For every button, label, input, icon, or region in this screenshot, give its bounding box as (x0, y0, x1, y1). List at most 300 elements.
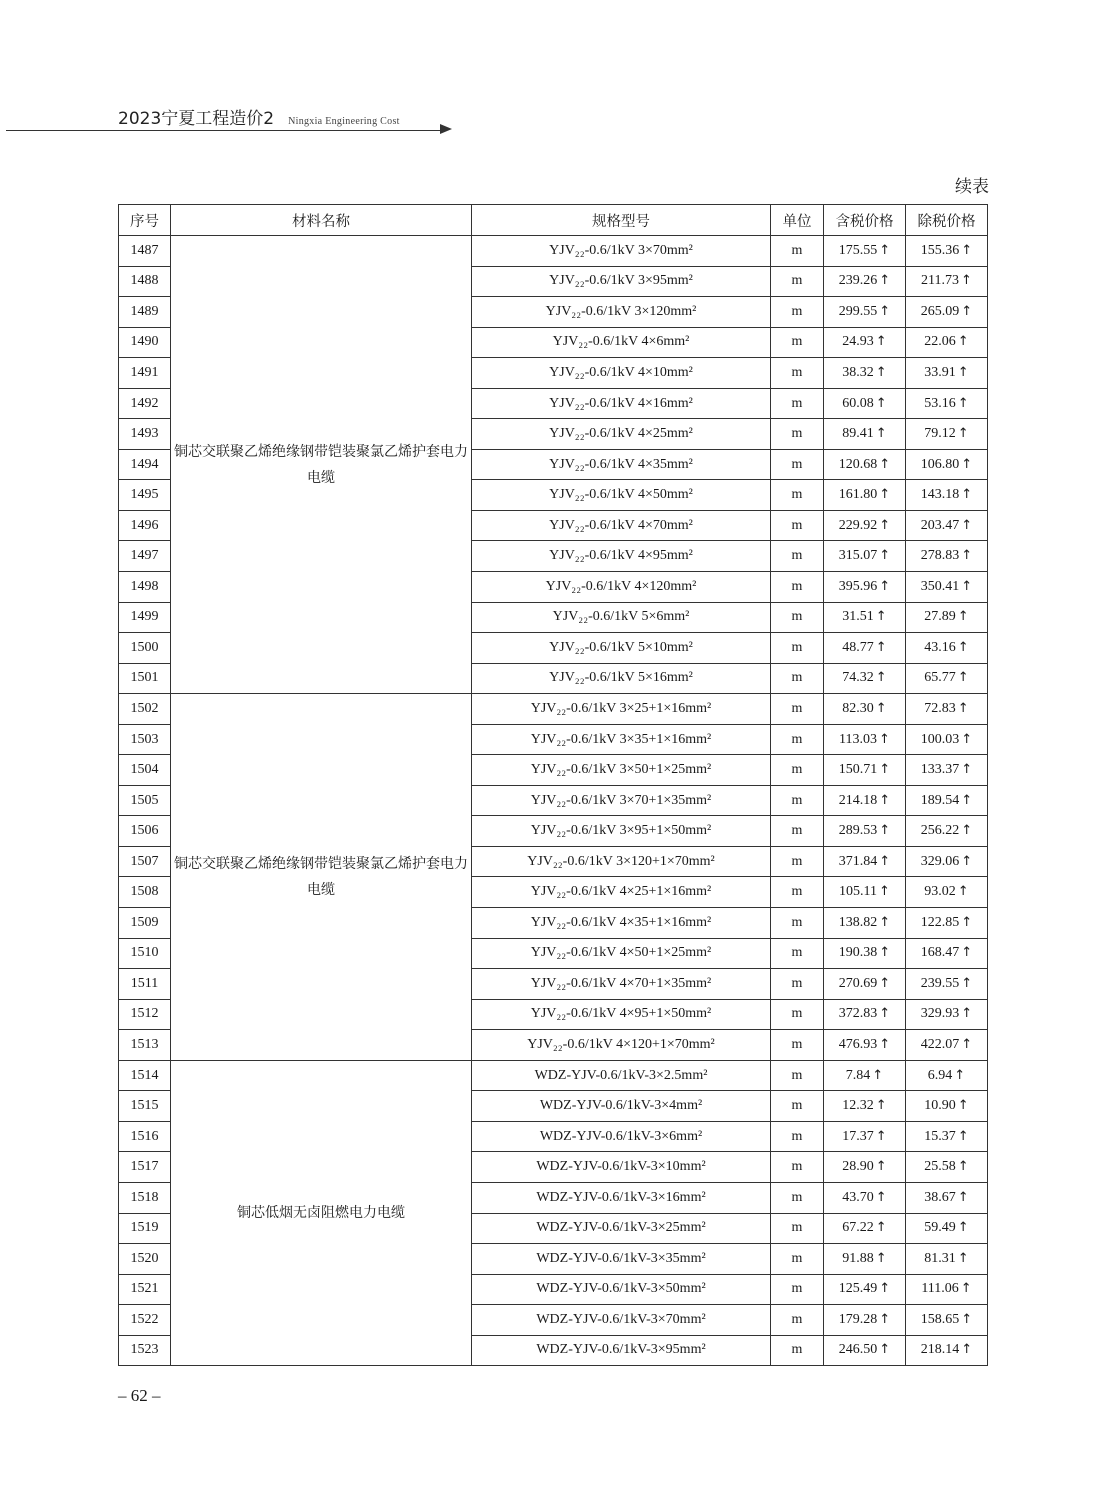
cell-price-notax (906, 663, 988, 694)
cell-unit: m (771, 969, 824, 1000)
cell-unit: m (771, 755, 824, 786)
cell-price-notax (906, 266, 988, 297)
price-value: 168.47 (920, 945, 960, 961)
cell-no: 1491 (119, 358, 171, 389)
col-header-price-notax: 除税价格 (906, 205, 988, 236)
price-up-arrow-icon: ↑ (961, 578, 973, 594)
cell-price-notax (906, 297, 988, 328)
cell-unit: m (771, 816, 824, 847)
price-up-arrow-icon: ↑ (875, 1128, 887, 1144)
price-up-arrow-icon: ↑ (879, 242, 891, 258)
cell-price-notax (906, 1274, 988, 1305)
cell-spec: WDZ-YJV-0.6/1kV-3×95mm² (472, 1335, 771, 1366)
price-up-arrow-icon: ↑ (961, 273, 972, 289)
price-up-arrow-icon: ↑ (957, 1189, 969, 1205)
price-up-arrow-icon: ↑ (954, 1067, 966, 1083)
price-value: 246.50 (838, 1342, 878, 1358)
cell-unit: m (771, 633, 824, 664)
cell-unit: m (771, 846, 824, 877)
price-value: 289.53 (838, 823, 878, 839)
cell-price-tax (824, 541, 906, 572)
cell-price-notax (906, 724, 988, 755)
price-up-arrow-icon: ↑ (879, 1342, 891, 1358)
cell-price-notax (906, 419, 988, 450)
price-value: 12.32 (842, 1098, 874, 1114)
cell-unit: m (771, 480, 824, 511)
cell-spec: YJV₂₂-0.6/1kV 3×120+1×70mm² (472, 846, 771, 877)
cell-unit: m (771, 1244, 824, 1275)
price-value: 100.03 (920, 731, 960, 747)
cell-price-notax (906, 1244, 988, 1275)
price-value: 315.07 (838, 548, 878, 564)
cell-price-notax (906, 602, 988, 633)
price-up-arrow-icon: ↑ (957, 395, 969, 411)
cell-spec: YJV₂₂-0.6/1kV 4×25+1×16mm² (472, 877, 771, 908)
price-value: 7.84 (845, 1067, 871, 1083)
cell-price-tax (824, 1213, 906, 1244)
cell-no: 1513 (119, 1030, 171, 1061)
price-up-arrow-icon: ↑ (879, 578, 891, 594)
cell-no: 1502 (119, 694, 171, 725)
cell-price-notax (906, 755, 988, 786)
cell-price-tax (824, 1182, 906, 1213)
price-value: 82.30 (842, 700, 874, 716)
price-value: 218.14 (920, 1342, 960, 1358)
cell-spec: YJV₂₂-0.6/1kV 4×120mm² (472, 572, 771, 603)
cell-price-notax (906, 1182, 988, 1213)
price-value: 372.83 (838, 1006, 878, 1022)
cell-unit: m (771, 602, 824, 633)
cell-no: 1516 (119, 1121, 171, 1152)
price-value: 278.83 (920, 548, 960, 564)
cell-price-tax (824, 572, 906, 603)
price-value: 179.28 (838, 1311, 878, 1327)
cell-price-notax (906, 694, 988, 725)
cell-no: 1499 (119, 602, 171, 633)
price-value: 106.80 (920, 456, 960, 472)
cell-price-notax (906, 846, 988, 877)
price-up-arrow-icon: ↑ (957, 334, 969, 350)
cell-price-tax (824, 938, 906, 969)
cell-price-tax (824, 1305, 906, 1336)
col-header-price-tax: 含税价格 (824, 205, 906, 236)
cell-unit: m (771, 1213, 824, 1244)
price-up-arrow-icon: ↑ (875, 1250, 887, 1266)
cell-price-tax (824, 1121, 906, 1152)
cell-price-notax (906, 1335, 988, 1366)
price-up-arrow-icon: ↑ (957, 884, 969, 900)
cell-unit: m (771, 449, 824, 480)
cell-no: 1507 (119, 846, 171, 877)
cell-price-notax (906, 572, 988, 603)
price-value: 239.26 (838, 273, 878, 289)
cell-material-name: 铜芯交联聚乙烯绝缘钢带铠装聚氯乙烯护套电力电缆 (171, 236, 472, 694)
price-up-arrow-icon: ↑ (961, 1311, 973, 1327)
cell-unit: m (771, 1305, 824, 1336)
price-value: 25.58 (924, 1159, 956, 1175)
cell-spec: YJV₂₂-0.6/1kV 5×10mm² (472, 633, 771, 664)
price-up-arrow-icon: ↑ (879, 273, 891, 289)
price-value: 422.07 (920, 1036, 960, 1052)
price-up-arrow-icon: ↑ (957, 1128, 969, 1144)
cell-unit: m (771, 999, 824, 1030)
cell-unit: m (771, 541, 824, 572)
price-up-arrow-icon: ↑ (960, 1281, 972, 1297)
price-value: 143.18 (920, 487, 960, 503)
price-up-arrow-icon: ↑ (957, 670, 969, 686)
price-value: 105.11 (839, 884, 878, 900)
cell-unit: m (771, 785, 824, 816)
price-value: 150.71 (838, 762, 878, 778)
price-up-arrow-icon: ↑ (961, 914, 973, 930)
cell-price-tax (824, 236, 906, 267)
cell-price-notax (906, 388, 988, 419)
price-value: 72.83 (924, 700, 956, 716)
cell-price-notax (906, 938, 988, 969)
cell-spec: WDZ-YJV-0.6/1kV-3×6mm² (472, 1121, 771, 1152)
price-up-arrow-icon: ↑ (879, 914, 891, 930)
cell-price-tax (824, 602, 906, 633)
page-header (118, 104, 400, 129)
cell-price-tax (824, 266, 906, 297)
price-value: 211.73 (921, 273, 960, 289)
cell-no: 1508 (119, 877, 171, 908)
price-up-arrow-icon: ↑ (879, 853, 891, 869)
cell-price-tax (824, 1060, 906, 1091)
cell-price-notax (906, 969, 988, 1000)
price-value: 79.12 (924, 426, 956, 442)
cell-unit: m (771, 572, 824, 603)
price-value: 138.82 (838, 914, 878, 930)
cell-price-notax (906, 999, 988, 1030)
cell-no: 1519 (119, 1213, 171, 1244)
price-up-arrow-icon: ↑ (879, 884, 890, 900)
price-up-arrow-icon: ↑ (875, 1220, 887, 1236)
price-up-arrow-icon: ↑ (875, 1098, 887, 1114)
cell-unit: m (771, 1060, 824, 1091)
table-row (119, 1060, 988, 1091)
price-up-arrow-icon: ↑ (961, 762, 973, 778)
cell-no: 1523 (119, 1335, 171, 1366)
price-value: 214.18 (838, 792, 878, 808)
cell-spec: YJV₂₂-0.6/1kV 4×95mm² (472, 541, 771, 572)
cell-spec: YJV₂₂-0.6/1kV 3×35+1×16mm² (472, 724, 771, 755)
price-up-arrow-icon: ↑ (875, 395, 887, 411)
price-up-arrow-icon: ↑ (961, 487, 973, 503)
cell-spec: WDZ-YJV-0.6/1kV-3×25mm² (472, 1213, 771, 1244)
cell-price-tax (824, 1030, 906, 1061)
price-value: 329.93 (920, 1006, 960, 1022)
price-up-arrow-icon: ↑ (961, 1036, 973, 1052)
cell-spec: YJV₂₂-0.6/1kV 4×10mm² (472, 358, 771, 389)
cell-unit: m (771, 1274, 824, 1305)
price-up-arrow-icon: ↑ (961, 303, 973, 319)
price-value: 476.93 (838, 1036, 878, 1052)
price-value: 38.67 (924, 1189, 956, 1205)
cell-unit: m (771, 663, 824, 694)
price-value: 161.80 (838, 487, 878, 503)
cell-spec: YJV₂₂-0.6/1kV 4×50+1×25mm² (472, 938, 771, 969)
cell-price-tax (824, 358, 906, 389)
cell-unit: m (771, 908, 824, 939)
cell-spec: YJV₂₂-0.6/1kV 4×35+1×16mm² (472, 908, 771, 939)
cell-no: 1496 (119, 510, 171, 541)
price-value: 33.91 (924, 364, 956, 380)
price-up-arrow-icon: ↑ (879, 975, 891, 991)
price-value: 229.92 (838, 517, 878, 533)
cell-price-tax (824, 1091, 906, 1122)
cell-no: 1494 (119, 449, 171, 480)
price-up-arrow-icon: ↑ (961, 945, 973, 961)
cell-unit: m (771, 510, 824, 541)
cell-no: 1504 (119, 755, 171, 786)
cell-price-notax (906, 785, 988, 816)
cell-no: 1497 (119, 541, 171, 572)
price-up-arrow-icon: ↑ (879, 731, 890, 747)
price-value: 65.77 (924, 670, 956, 686)
price-value: 125.49 (838, 1281, 878, 1297)
price-up-arrow-icon: ↑ (879, 517, 891, 533)
price-value: 10.90 (924, 1098, 956, 1114)
cell-price-tax (824, 633, 906, 664)
cell-no: 1495 (119, 480, 171, 511)
price-value: 239.55 (920, 975, 960, 991)
price-value: 67.22 (842, 1220, 874, 1236)
cell-unit: m (771, 297, 824, 328)
cell-price-tax (824, 755, 906, 786)
price-value: 155.36 (920, 242, 960, 258)
cell-no: 1514 (119, 1060, 171, 1091)
cell-price-tax (824, 908, 906, 939)
price-up-arrow-icon: ↑ (957, 1250, 969, 1266)
price-value: 24.93 (842, 334, 874, 350)
header-rule (6, 130, 446, 131)
price-up-arrow-icon: ↑ (879, 1281, 891, 1297)
cell-price-tax (824, 785, 906, 816)
price-value: 93.02 (924, 884, 956, 900)
price-up-arrow-icon: ↑ (961, 548, 973, 564)
cell-spec: WDZ-YJV-0.6/1kV-3×2.5mm² (472, 1060, 771, 1091)
col-header-spec: 规格型号 (472, 205, 771, 236)
price-up-arrow-icon: ↑ (961, 242, 973, 258)
price-up-arrow-icon: ↑ (875, 1159, 887, 1175)
cell-spec: YJV₂₂-0.6/1kV 3×70mm² (472, 236, 771, 267)
cell-price-tax (824, 1152, 906, 1183)
price-value: 38.32 (842, 364, 874, 380)
price-value: 91.88 (842, 1250, 874, 1266)
cell-price-tax (824, 999, 906, 1030)
price-value: 89.41 (842, 426, 874, 442)
col-header-unit: 单位 (771, 205, 824, 236)
cell-unit: m (771, 1335, 824, 1366)
price-up-arrow-icon: ↑ (961, 792, 973, 808)
price-value: 48.77 (842, 639, 874, 655)
price-up-arrow-icon: ↑ (957, 639, 969, 655)
cell-spec: YJV₂₂-0.6/1kV 4×120+1×70mm² (472, 1030, 771, 1061)
cell-no: 1492 (119, 388, 171, 419)
price-up-arrow-icon: ↑ (957, 1220, 969, 1236)
cell-price-tax (824, 1274, 906, 1305)
price-value: 81.31 (924, 1250, 956, 1266)
price-value: 15.37 (924, 1128, 956, 1144)
cell-spec: YJV₂₂-0.6/1kV 4×95+1×50mm² (472, 999, 771, 1030)
cell-spec: YJV₂₂-0.6/1kV 3×70+1×35mm² (472, 785, 771, 816)
cell-no: 1503 (119, 724, 171, 755)
cell-price-notax (906, 908, 988, 939)
cell-price-notax (906, 236, 988, 267)
cell-no: 1518 (119, 1182, 171, 1213)
price-value: 371.84 (838, 853, 878, 869)
cell-spec: WDZ-YJV-0.6/1kV-3×4mm² (472, 1091, 771, 1122)
table-header-row (119, 205, 988, 236)
price-value: 175.55 (838, 242, 878, 258)
cell-spec: YJV₂₂-0.6/1kV 3×120mm² (472, 297, 771, 328)
price-up-arrow-icon: ↑ (879, 762, 891, 778)
price-value: 190.38 (838, 945, 878, 961)
cell-spec: WDZ-YJV-0.6/1kV-3×70mm² (472, 1305, 771, 1336)
price-up-arrow-icon: ↑ (875, 639, 887, 655)
cell-price-notax (906, 1060, 988, 1091)
cell-price-notax (906, 510, 988, 541)
cell-unit: m (771, 236, 824, 267)
price-up-arrow-icon: ↑ (879, 823, 891, 839)
cell-unit: m (771, 877, 824, 908)
cell-spec: WDZ-YJV-0.6/1kV-3×50mm² (472, 1274, 771, 1305)
cell-price-tax (824, 449, 906, 480)
price-up-arrow-icon: ↑ (875, 364, 887, 380)
price-up-arrow-icon: ↑ (875, 426, 887, 442)
price-value: 74.32 (842, 670, 874, 686)
cell-unit: m (771, 358, 824, 389)
cell-spec: YJV₂₂-0.6/1kV 3×50+1×25mm² (472, 755, 771, 786)
cell-no: 1490 (119, 327, 171, 358)
cell-price-tax (824, 816, 906, 847)
cell-price-tax (824, 846, 906, 877)
price-up-arrow-icon: ↑ (961, 1342, 973, 1358)
price-up-arrow-icon: ↑ (875, 700, 887, 716)
price-up-arrow-icon: ↑ (879, 548, 891, 564)
cell-material-name: 铜芯交联聚乙烯绝缘钢带铠装聚氯乙烯护套电力电缆 (171, 694, 472, 1061)
cell-price-tax (824, 663, 906, 694)
price-value: 17.37 (842, 1128, 874, 1144)
cell-price-notax (906, 541, 988, 572)
price-value: 203.47 (920, 517, 960, 533)
cell-spec: YJV₂₂-0.6/1kV 4×35mm² (472, 449, 771, 480)
cell-unit: m (771, 694, 824, 725)
price-value: 31.51 (842, 609, 874, 625)
price-value: 395.96 (838, 578, 878, 594)
cell-price-tax (824, 327, 906, 358)
price-value: 28.90 (842, 1159, 874, 1175)
cell-spec: WDZ-YJV-0.6/1kV-3×16mm² (472, 1182, 771, 1213)
cell-no: 1498 (119, 572, 171, 603)
price-up-arrow-icon: ↑ (961, 853, 973, 869)
cell-unit: m (771, 1182, 824, 1213)
price-value: 270.69 (838, 975, 878, 991)
cell-material-name: 铜芯低烟无卤阻燃电力电缆 (171, 1060, 472, 1365)
cell-unit: m (771, 724, 824, 755)
continued-label: 续表 (955, 177, 989, 197)
price-up-arrow-icon: ↑ (875, 609, 887, 625)
cell-no: 1511 (119, 969, 171, 1000)
price-value: 27.89 (924, 609, 956, 625)
cell-no: 1505 (119, 785, 171, 816)
cell-spec: YJV₂₂-0.6/1kV 5×6mm² (472, 602, 771, 633)
price-up-arrow-icon: ↑ (879, 792, 891, 808)
price-value: 59.49 (924, 1220, 956, 1236)
cell-no: 1522 (119, 1305, 171, 1336)
header-arrow-icon (440, 124, 452, 134)
price-up-arrow-icon: ↑ (957, 1159, 969, 1175)
cell-no: 1488 (119, 266, 171, 297)
cell-spec: YJV₂₂-0.6/1kV 5×16mm² (472, 663, 771, 694)
table-row (119, 694, 988, 725)
cell-spec: WDZ-YJV-0.6/1kV-3×10mm² (472, 1152, 771, 1183)
cell-spec: YJV₂₂-0.6/1kV 4×25mm² (472, 419, 771, 450)
cell-price-notax (906, 1030, 988, 1061)
cell-price-tax (824, 419, 906, 450)
price-up-arrow-icon: ↑ (872, 1067, 884, 1083)
cell-price-notax (906, 1091, 988, 1122)
price-value: 133.37 (920, 762, 960, 778)
price-value: 120.68 (838, 456, 878, 472)
cell-price-tax (824, 969, 906, 1000)
price-up-arrow-icon: ↑ (961, 823, 973, 839)
price-up-arrow-icon: ↑ (957, 426, 969, 442)
cell-spec: YJV₂₂-0.6/1kV 4×16mm² (472, 388, 771, 419)
cell-no: 1487 (119, 236, 171, 267)
page-number: – 62 – (118, 1386, 161, 1405)
cell-price-tax (824, 1335, 906, 1366)
cell-spec: YJV₂₂-0.6/1kV 4×70+1×35mm² (472, 969, 771, 1000)
cell-price-notax (906, 480, 988, 511)
cell-price-notax (906, 1213, 988, 1244)
price-value: 60.08 (842, 395, 874, 411)
cell-price-tax (824, 480, 906, 511)
journal-subtitle: Ningxia Engineering Cost (288, 116, 400, 127)
cell-no: 1501 (119, 663, 171, 694)
price-up-arrow-icon: ↑ (957, 1098, 969, 1114)
cell-price-tax (824, 877, 906, 908)
cell-price-tax (824, 724, 906, 755)
price-value: 122.85 (920, 914, 960, 930)
price-value: 43.70 (842, 1189, 874, 1205)
price-table (118, 204, 988, 1366)
price-up-arrow-icon: ↑ (879, 303, 891, 319)
cell-no: 1515 (119, 1091, 171, 1122)
cell-unit: m (771, 266, 824, 297)
price-value: 111.06 (921, 1281, 959, 1297)
col-header-no: 序号 (119, 205, 171, 236)
price-value: 53.16 (924, 395, 956, 411)
cell-spec: YJV₂₂-0.6/1kV 4×70mm² (472, 510, 771, 541)
cell-unit: m (771, 388, 824, 419)
cell-price-tax (824, 297, 906, 328)
journal-title: 2023宁夏工程造价2 (118, 109, 275, 129)
price-up-arrow-icon: ↑ (961, 1006, 973, 1022)
price-up-arrow-icon: ↑ (875, 1189, 887, 1205)
cell-no: 1517 (119, 1152, 171, 1183)
cell-spec: YJV₂₂-0.6/1kV 3×95+1×50mm² (472, 816, 771, 847)
cell-unit: m (771, 419, 824, 450)
price-up-arrow-icon: ↑ (879, 1006, 891, 1022)
price-up-arrow-icon: ↑ (961, 975, 973, 991)
price-up-arrow-icon: ↑ (875, 670, 887, 686)
cell-unit: m (771, 327, 824, 358)
price-value: 256.22 (920, 823, 960, 839)
price-up-arrow-icon: ↑ (957, 364, 969, 380)
cell-spec: YJV₂₂-0.6/1kV 3×25+1×16mm² (472, 694, 771, 725)
